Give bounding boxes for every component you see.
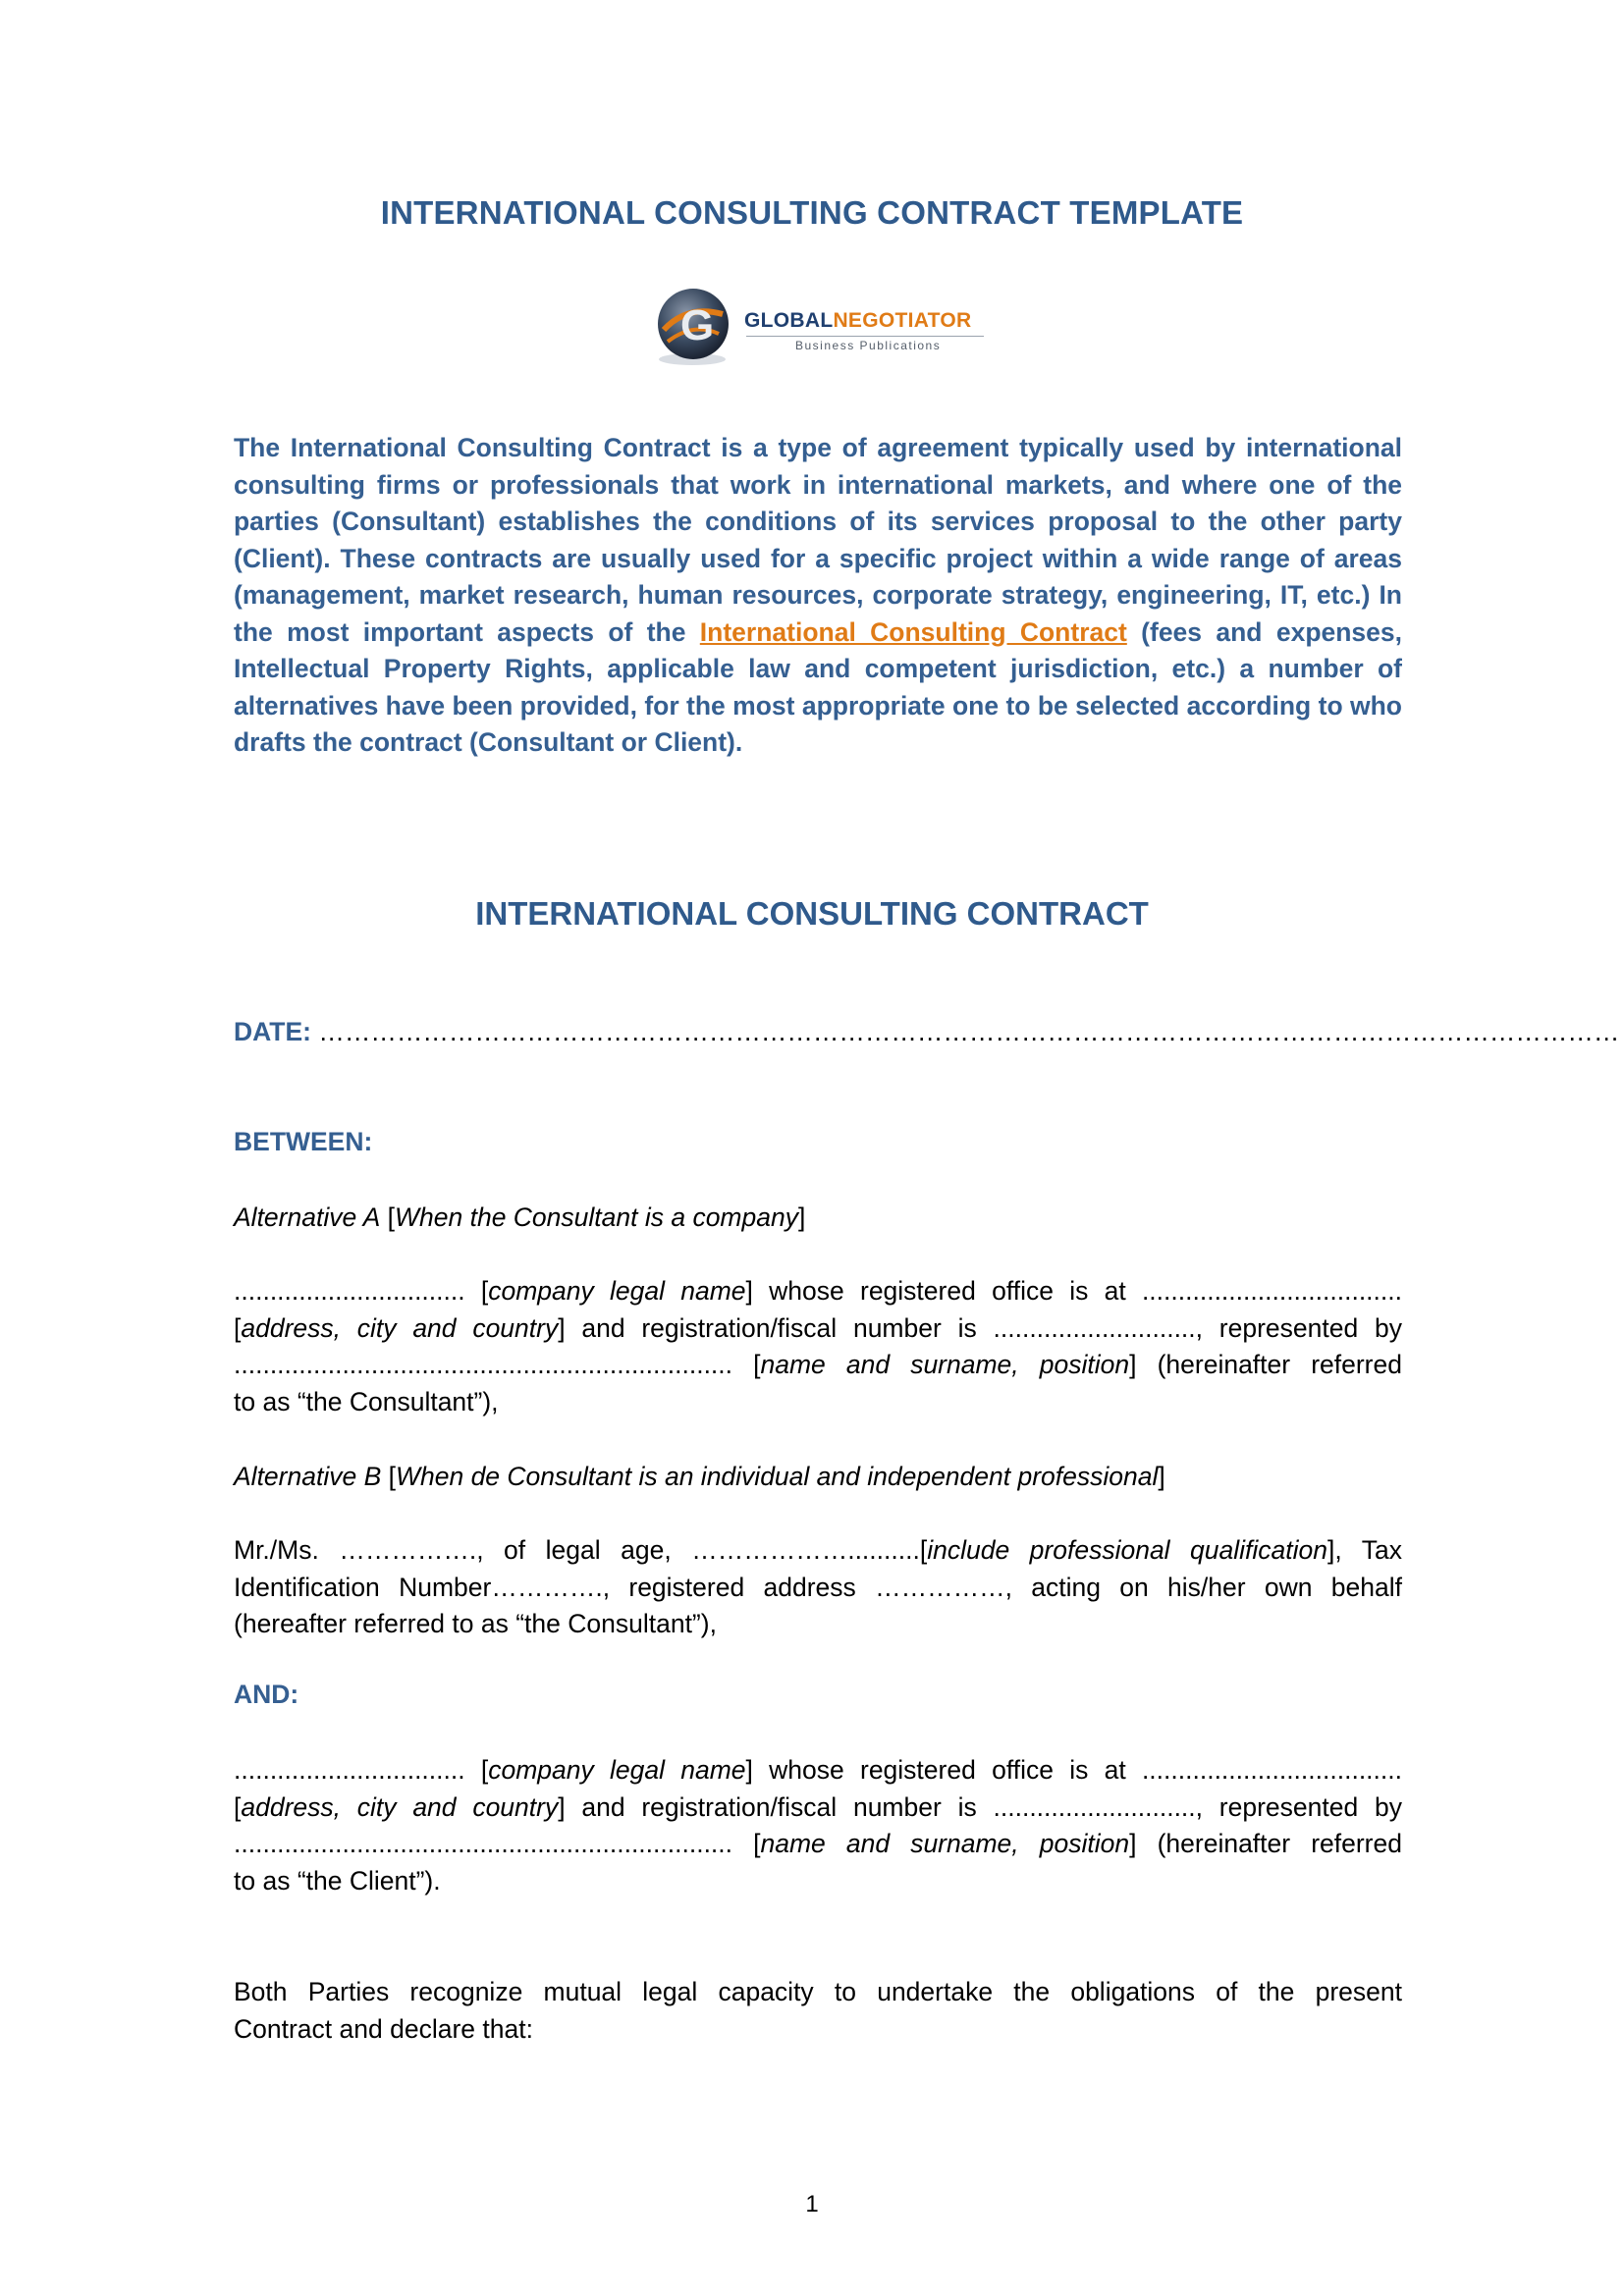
logo-tagline: Business Publications	[795, 339, 942, 352]
alt-b-heading: Alternative B [When de Consultant is an individual and independent professional]	[234, 1462, 1165, 1491]
client-end: to as “the Client”).	[234, 1865, 441, 1896]
alt-b-qualification-placeholder: include professional qualification	[927, 1535, 1328, 1565]
alt-a-company-placeholder: company legal name	[488, 1276, 746, 1306]
client-company-placeholder: company legal name	[488, 1755, 746, 1785]
date-dots: ……………………………………………………………………………………………………………………………………	[311, 1017, 1620, 1046]
alt-a-address-placeholder: address, city and country	[241, 1312, 559, 1343]
client-paragraph	[234, 1752, 1402, 1899]
alt-a-heading: Alternative A [When the Consultant is a company]	[234, 1202, 806, 1232]
client-referred: ] (hereinafter referred	[1129, 1829, 1402, 1859]
page-number: 1	[805, 2191, 819, 2217]
alt-a-office: ] whose registered office is at ....................................	[745, 1276, 1402, 1306]
globalnegotiator-logo	[648, 285, 982, 368]
contract-title: INTERNATIONAL CONSULTING CONTRACT	[475, 895, 1149, 932]
logo-name-negotiator: NEGOTIATOR	[833, 309, 972, 332]
alt-a-condition: When the Consultant is a company	[395, 1202, 798, 1232]
intro-text-start: The International Consulting Contract is a type of agreement typically used by international consulting firms or professionals that work in international markets, and where one of the parties (Consultant) establishes the conditions of its services proposal to the other party (Client). These contracts are usually used for a specific project within a wide range of areas (management, market research, human resources, corporate strategy, engineering, IT, etc.) In the most important aspects of the	[234, 433, 1402, 647]
and-label: AND:	[234, 1680, 299, 1709]
closing-line2: Contract and declare that:	[234, 2013, 533, 2044]
alt-b-paragraph	[234, 1532, 1402, 1643]
alt-a-paragraph	[234, 1273, 1402, 1420]
alt-a-name-placeholder: name and surname, position	[760, 1350, 1130, 1380]
client-fiscal: ] and registration/fiscal number is ............................, represented by	[558, 1791, 1402, 1822]
client-office: ] whose registered office is at ....................................	[745, 1755, 1402, 1785]
intro-paragraph	[234, 430, 1402, 762]
alt-b-condition: When de Consultant is an individual and independent professional	[395, 1462, 1159, 1491]
alt-b-line1: Mr./Ms. ……………., of legal age, ………………..........[	[234, 1535, 928, 1565]
between-label: BETWEEN:	[234, 1127, 373, 1156]
alt-b-tax: ], Tax	[1327, 1535, 1402, 1565]
svg-text:G: G	[680, 301, 715, 349]
alt-a-bracket: [	[234, 1312, 242, 1343]
alt-a-end: to as “the Consultant”),	[234, 1386, 499, 1416]
logo-name-global: GLOBAL	[744, 309, 834, 332]
alt-a-title: Alternative A	[234, 1202, 381, 1232]
client-address-placeholder: address, city and country	[241, 1791, 559, 1822]
client-dots-2: ..................................................................... [	[234, 1829, 761, 1859]
logo-divider	[746, 336, 984, 337]
closing-paragraph	[234, 1974, 1402, 2048]
alt-b-title: Alternative B	[234, 1462, 382, 1491]
date-label: DATE:	[234, 1017, 311, 1046]
consulting-contract-link[interactable]: International Consulting Contract	[699, 616, 1127, 647]
client-name-placeholder: name and surname, position	[760, 1829, 1130, 1859]
date-line	[234, 1017, 1619, 1047]
client-dots: ................................ [	[234, 1755, 489, 1785]
alt-a-fiscal: ] and registration/fiscal number is ............................, represented by	[558, 1312, 1402, 1343]
alt-b-line3: (hereafter referred to as “the Consultant”),	[234, 1609, 717, 1639]
alt-a-dots: ................................ [	[234, 1276, 489, 1306]
alt-a-referred: ] (hereinafter referred	[1129, 1350, 1402, 1380]
closing-line1: Both Parties recognize mutual legal capacity to undertake the obligations of the present	[234, 1977, 1402, 2006]
alt-b-line2: Identification Number…………., registered address ……………, acting on his/her own behalf	[234, 1572, 1402, 1602]
client-bracket: [	[234, 1791, 242, 1822]
alt-a-dots-2: ..................................................................... [	[234, 1350, 761, 1380]
document-title: INTERNATIONAL CONSULTING CONTRACT TEMPLATE	[380, 194, 1244, 231]
intro-text-end: (fees and expenses, Intellectual Property Rights, applicable law and competent jurisdiction, etc.) a number of alternatives have been provided, for the most appropriate one to be selected according to who drafts the contract (Consultant or Client).	[234, 616, 1403, 757]
